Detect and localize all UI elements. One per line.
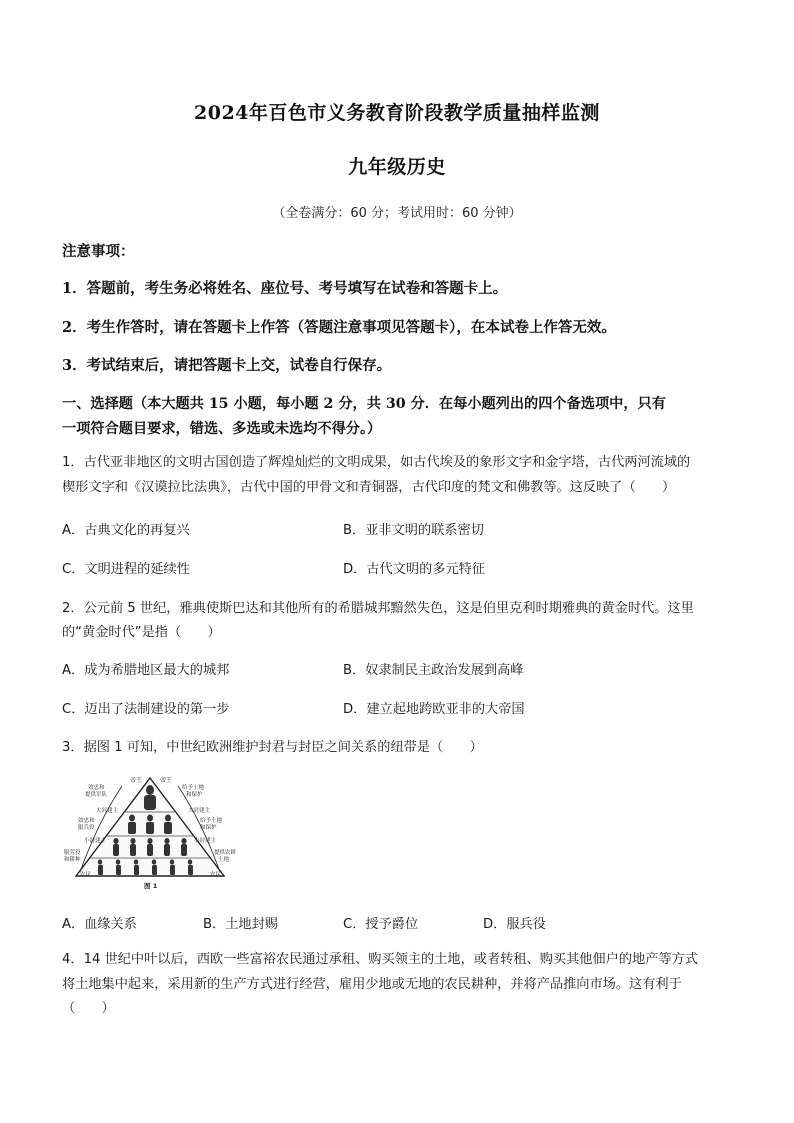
figure-apex-right: 帝王	[160, 777, 173, 784]
figure-right-label-3: 大封建主	[188, 808, 211, 814]
question-1-line1: 1．古代亚非地区的文明古国创造了辉煌灿烂的文明成果，如古代埃及的象形文字和金字塔，古代两河流域的	[62, 455, 691, 470]
note-item-2: 2．考生作答时，请在答题卡上作答（答题注意事项见答题卡），在本试卷上作答无效。	[62, 319, 616, 336]
question-4-line1: 4．14 世纪中叶以后，西欧一些富裕农民通过承租、购买领主的土地，或者转租、购买其他佃户的地产等方式	[62, 952, 698, 967]
question-3-line1: 3．据图 1 可知，中世纪欧洲维护封君与封臣之间关系的纽带是（ ）	[62, 740, 483, 755]
figure-left-label-7: 服劳役	[64, 850, 81, 856]
exam-info: （全卷满分：60 分；考试用时：60 分钟）	[272, 206, 522, 221]
question-2-line1: 2．公元前 5 世纪，雅典使斯巴达和其他所有的希腊城邦黯然失色，这是伯里克利时期雅典的黄金时代。这里	[62, 601, 694, 616]
figure-left-label-6: 小封建主	[84, 838, 107, 844]
figure-right-label-4: 给予土地	[200, 818, 223, 824]
question-3-option-a[interactable]: A．血缘关系	[62, 917, 137, 932]
figure-apex-left: 帝王	[130, 777, 143, 784]
figure-left-label-1: 效忠和	[88, 785, 105, 791]
question-2-option-c[interactable]: C．迈出了法制建设的第一步	[62, 702, 230, 717]
section1-heading-line1: 一、选择题（本大题共 15 小题，每小题 2 分，共 30 分．在每小题列出的四个备选项中，只有	[62, 396, 666, 412]
question-3-option-d[interactable]: D．服兵役	[483, 917, 546, 932]
figure-right-label-9: 农民	[210, 872, 222, 878]
figure-caption: 图 1	[144, 882, 158, 890]
note-item-3: 3．考试结束后，请把答题卡上交，试卷自行保存。	[62, 357, 392, 374]
question-3-option-c[interactable]: C．授予爵位	[343, 917, 419, 932]
question-1-option-b[interactable]: B．亚非文明的联系密切	[343, 523, 484, 538]
figure-right-label-2: 和保护	[186, 792, 203, 798]
question-2-option-b[interactable]: B．奴隶制民主政治发展到高峰	[343, 663, 524, 678]
notes-heading: 注意事项：	[62, 243, 135, 260]
figure-left-label-2: 提供军队	[85, 792, 108, 798]
figure-right-label-5: 和保护	[200, 825, 217, 831]
feudal-hierarchy-figure	[60, 772, 240, 896]
section1-heading-line2: 一项符合题目要求，错选、多选或未选均不得分。）	[62, 421, 382, 437]
question-4-line3: （ ）	[62, 1001, 115, 1016]
subject-title: 九年级历史	[348, 156, 446, 178]
note-item-1: 1．答题前，考生务必将姓名、座位号、考号填写在试卷和答题卡上。	[62, 280, 508, 297]
figure-right-label-7: 提供农耕	[214, 850, 237, 856]
figure-right-label-6: 小封建主	[194, 838, 217, 844]
figure-left-label-4: 效忠和	[78, 818, 95, 824]
question-4-line2: 将土地集中起来，采用新的生产方式进行经营，雇用少地或无地的农民耕种，并将产品推向市场。这有利于	[62, 977, 682, 992]
figure-left-label-5: 服兵役	[78, 825, 95, 831]
figure-left-label-8: 和耕种	[64, 857, 81, 863]
question-1-option-d[interactable]: D．古代文明的多元特征	[343, 562, 486, 577]
question-2-line2: 的“黄金时代”是指（ ）	[62, 625, 221, 640]
question-2-option-a[interactable]: A．成为希腊地区最大的城邦	[62, 663, 230, 678]
figure-right-label-1: 给予土地	[182, 785, 205, 791]
question-1-option-c[interactable]: C．文明进程的延续性	[62, 562, 190, 577]
exam-title: 2024年百色市义务教育阶段教学质量抽样监测	[194, 102, 600, 124]
question-2-option-d[interactable]: D．建立起地跨欧亚非的大帝国	[343, 702, 525, 717]
figure-right-label-8: 土地	[218, 857, 230, 863]
question-1-option-a[interactable]: A．古典文化的再复兴	[62, 523, 190, 538]
figure-left-label-9: 农民	[80, 872, 92, 878]
question-3-option-b[interactable]: B．土地封赐	[203, 917, 278, 932]
question-1-line2: 楔形文字和《汉谟拉比法典》，古代中国的甲骨文和青铜器，古代印度的梵文和佛教等。这反映了（ ）	[62, 480, 676, 495]
figure-left-label-3: 大封建主	[96, 808, 119, 814]
